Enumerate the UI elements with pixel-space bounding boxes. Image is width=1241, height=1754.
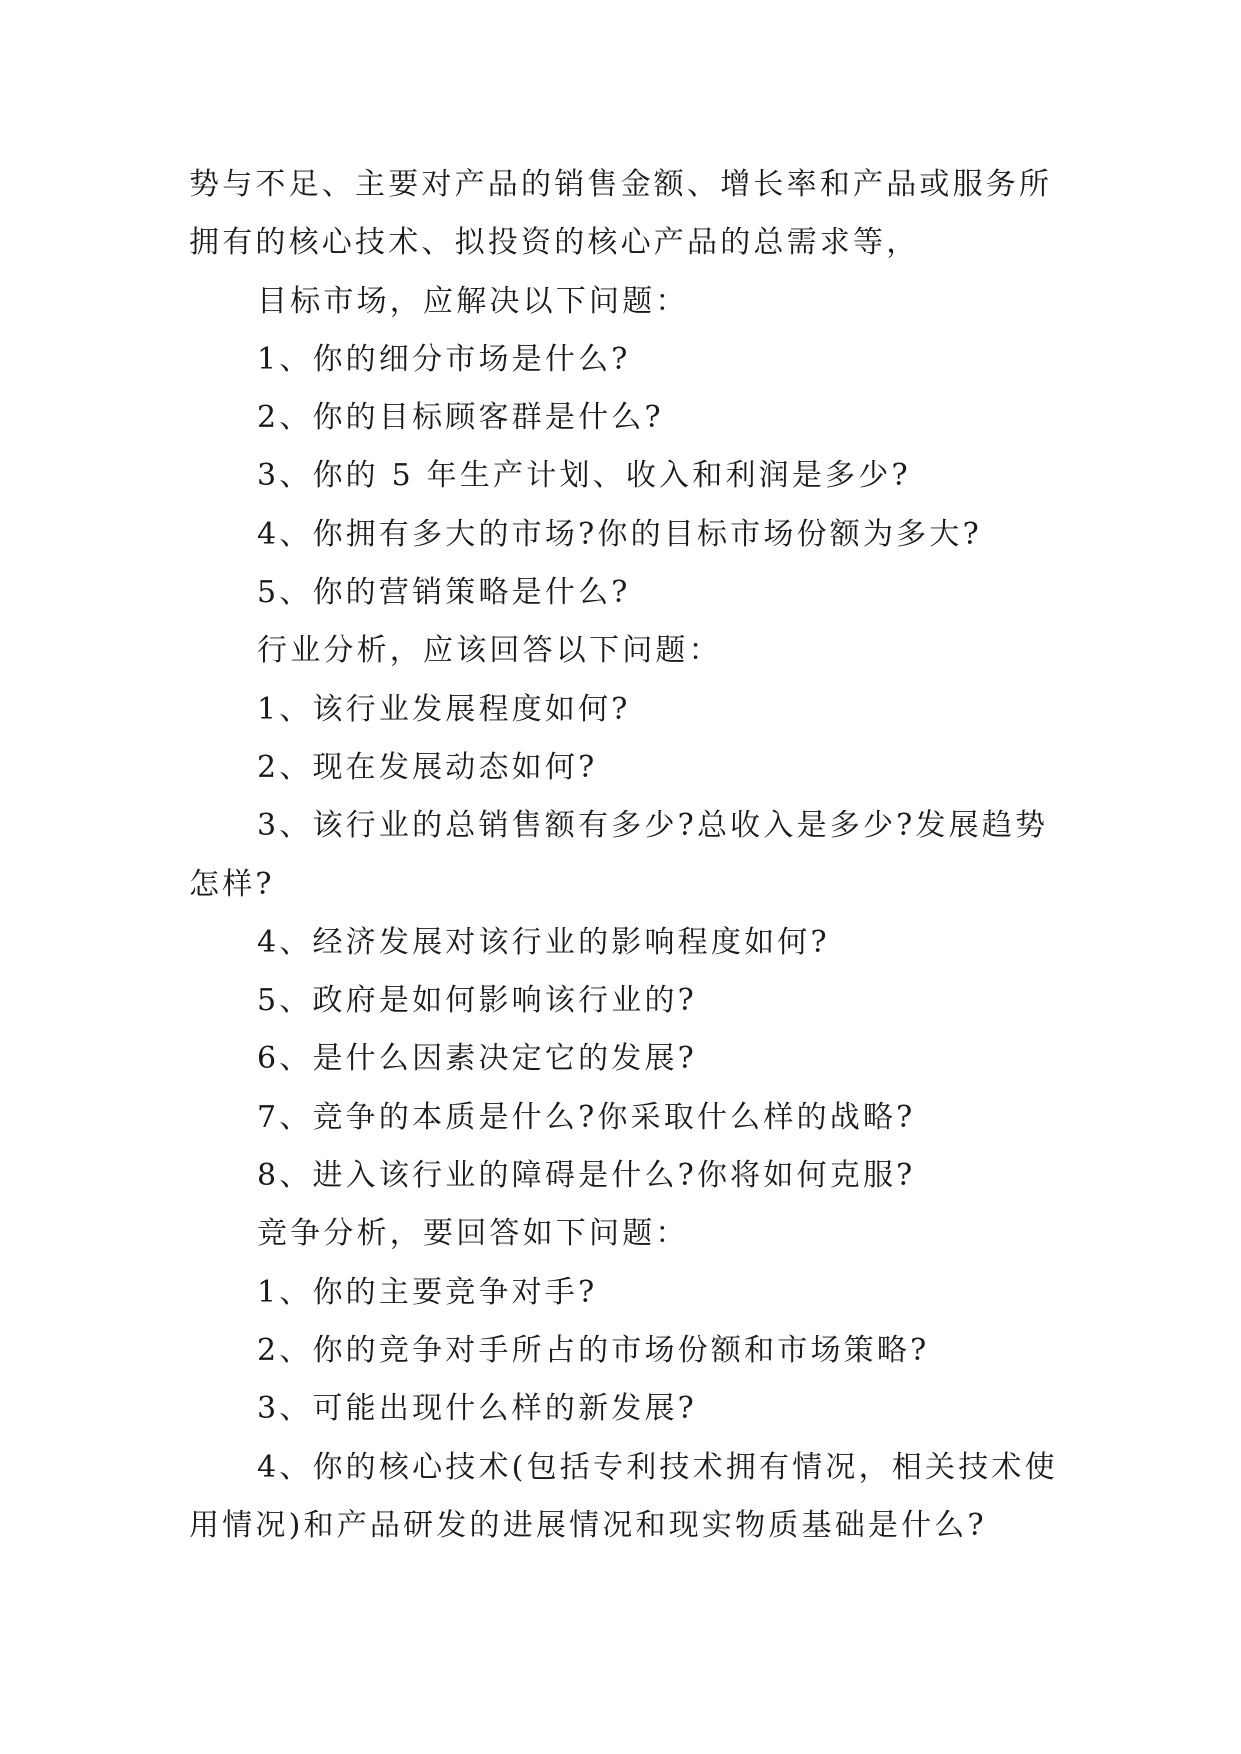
list-item: 4、你拥有多大的市场?你的目标市场份额为多大? xyxy=(257,516,982,552)
list-item: 2、你的竞争对手所占的市场份额和市场策略? xyxy=(257,1332,930,1368)
list-item: 3、可能出现什么样的新发展? xyxy=(257,1391,697,1427)
list-item: 5、政府是如何影响该行业的? xyxy=(257,983,697,1019)
document-page xyxy=(189,156,1058,1555)
list-item-continuation: 怎样? xyxy=(189,866,275,902)
text-line: 拥有的核心技术、拟投资的核心产品的总需求等， xyxy=(189,225,920,261)
section-heading-target-market: 目标市场，应解决以下问题： xyxy=(257,283,689,319)
list-item: 8、进入该行业的障碍是什么?你将如何克服? xyxy=(257,1158,916,1194)
list-item: 4、你的核心技术(包括专利技术拥有情况，相关技术使 xyxy=(257,1449,1058,1485)
text-line: 势与不足、主要对产品的销售金额、增长率和产品或服务所 xyxy=(189,167,1053,202)
section-heading-competition-analysis: 竞争分析，要回答如下问题： xyxy=(257,1216,689,1252)
list-item: 2、你的目标顾客群是什么? xyxy=(257,400,664,436)
list-item: 6、是什么因素决定它的发展? xyxy=(257,1041,697,1077)
list-item-continuation: 用情况)和产品研发的进展情况和现实物质基础是什么? xyxy=(189,1507,987,1543)
list-item: 5、你的营销策略是什么? xyxy=(257,575,631,611)
list-item: 7、竞争的本质是什么?你采取什么样的战略? xyxy=(257,1099,916,1135)
list-item: 1、你的主要竞争对手? xyxy=(257,1274,598,1310)
list-item: 4、经济发展对该行业的影响程度如何? xyxy=(257,924,830,960)
list-item: 3、该行业的总销售额有多少?总收入是多少?发展趋势 xyxy=(257,808,1049,844)
list-item: 1、该行业发展程度如何? xyxy=(257,691,631,727)
list-item: 2、现在发展动态如何? xyxy=(257,749,598,785)
list-item: 1、你的细分市场是什么? xyxy=(257,341,631,377)
section-heading-industry-analysis: 行业分析，应该回答以下问题： xyxy=(257,633,722,669)
list-item: 3、你的 5 年生产计划、收入和利润是多少? xyxy=(257,458,911,494)
